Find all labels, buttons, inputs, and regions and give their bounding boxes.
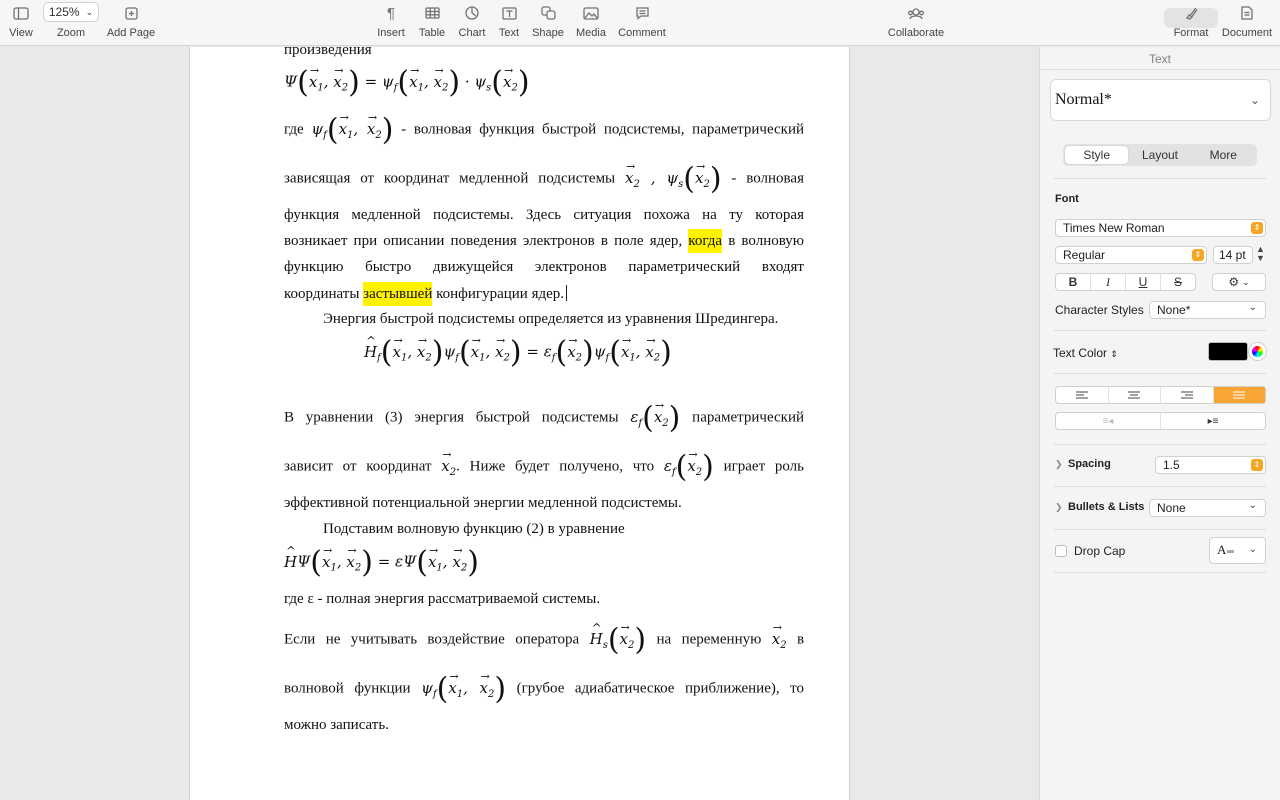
text-span[interactable]: зависит от координат bbox=[284, 458, 432, 475]
underline-button[interactable]: U bbox=[1126, 274, 1161, 290]
document-button[interactable] bbox=[1221, 0, 1273, 46]
chevron-right-icon[interactable]: ❯ bbox=[1055, 459, 1063, 469]
text-line[interactable]: Подставим волновую функцию (2) в уравнение bbox=[323, 521, 625, 537]
table-button[interactable] bbox=[418, 0, 446, 46]
zoom-value: 125% bbox=[48, 5, 80, 19]
text-line[interactable]: Энергия быстрой подсистемы определяется из уравнения Шредингера. bbox=[323, 311, 779, 327]
advanced-options-button[interactable] bbox=[1212, 273, 1266, 291]
text-line[interactable]: где ε - полная энергия рассматриваемой системы. bbox=[284, 591, 601, 607]
character-styles-label: Character Styles bbox=[1055, 303, 1144, 317]
math-inline: $\varepsilon_f(\to x_2)$ bbox=[664, 457, 714, 475]
chevron-right-icon[interactable]: ❯ bbox=[1055, 502, 1063, 512]
drop-cap-checkbox[interactable] bbox=[1055, 545, 1067, 557]
text-span[interactable]: волновой функции bbox=[284, 680, 411, 697]
text-line[interactable] bbox=[284, 400, 804, 435]
up-down-chevron-icon: ⇕ bbox=[1251, 459, 1263, 471]
text-span[interactable]: - волновая bbox=[731, 170, 804, 187]
zoom-label: Zoom bbox=[56, 27, 86, 39]
typeface-value: Regular bbox=[1063, 248, 1106, 262]
equation-1: $\Psi(\to x_1$, → $x_2) = \psi_f(\to x_1$, → $x_2) \cdot \psi_s(\to x_2)$ bbox=[284, 65, 530, 100]
text-span[interactable]: . Ниже будет получено, что bbox=[456, 458, 655, 475]
add-page-label: Add Page bbox=[106, 27, 156, 39]
drop-cap-preview-icon: A≡≡ bbox=[1217, 541, 1234, 557]
align-right-icon[interactable] bbox=[1161, 387, 1214, 403]
color-wheel-icon[interactable] bbox=[1249, 343, 1266, 360]
format-label: Format bbox=[1173, 27, 1209, 39]
align-left-icon[interactable] bbox=[1056, 387, 1109, 403]
zoom-select[interactable] bbox=[43, 2, 99, 22]
divider bbox=[1054, 373, 1266, 374]
text-label: Text bbox=[498, 27, 520, 39]
table-label: Table bbox=[418, 27, 446, 39]
math-inline: ^ $H_s(\to x_2)$ bbox=[590, 630, 647, 648]
math-inline: $\psi_f(\to x_1$, → $x_2$) bbox=[421, 679, 506, 697]
up-down-chevron-icon: ⇕ bbox=[1251, 222, 1263, 234]
math-inline: → $x_2$ , $\psi_s(\to x_2)$ bbox=[625, 169, 722, 187]
text-line[interactable] bbox=[284, 449, 804, 484]
chart-button[interactable] bbox=[457, 0, 487, 46]
document-canvas[interactable] bbox=[0, 47, 1039, 800]
font-section-label: Font bbox=[1055, 193, 1079, 205]
text-line[interactable]: можно записать. bbox=[284, 717, 389, 733]
bullets-lists-select[interactable] bbox=[1149, 499, 1266, 517]
text-span[interactable]: - волновая функция быстрой подсистемы, параметрический bbox=[401, 121, 805, 138]
text-line[interactable]: функция медленной подсистемы. Здесь ситуация похожа на ту которая bbox=[284, 207, 804, 223]
text-span[interactable]: играет роль bbox=[723, 458, 804, 475]
font-family-value: Times New Roman bbox=[1063, 221, 1165, 235]
text-span[interactable]: зависящая от координат медленной подсистемы bbox=[284, 170, 616, 187]
drop-cap-style-select[interactable] bbox=[1209, 537, 1266, 564]
equation-2: ^ $H_f(\to x_1$, → $x_2)\psi_f(\to x_1$, → $x_2) = \varepsilon_f(\to x_2)\psi_f(\to x_1$, → $x_2$) bbox=[364, 335, 672, 370]
typeface-select[interactable] bbox=[1055, 246, 1207, 264]
divider bbox=[1054, 330, 1266, 331]
text-color-swatch[interactable] bbox=[1208, 342, 1248, 361]
text-span[interactable]: где bbox=[284, 121, 304, 138]
chevron-down-icon: ⌄ bbox=[1248, 302, 1257, 313]
math-inline: $\psi_f(\to x_1$, → $x_2$) bbox=[311, 120, 393, 138]
text-span[interactable]: на переменную bbox=[656, 631, 762, 648]
character-styles-select[interactable] bbox=[1149, 301, 1266, 319]
divider bbox=[1054, 444, 1266, 445]
chevron-down-icon: ⌄ bbox=[1249, 93, 1260, 107]
media-button[interactable] bbox=[575, 0, 607, 46]
media-label: Media bbox=[576, 27, 606, 39]
shape-label: Shape bbox=[532, 27, 564, 39]
document-label: Document bbox=[1221, 27, 1273, 39]
highlighted-text[interactable]: когда bbox=[688, 229, 722, 253]
paragraph-style-value: Normal* bbox=[1055, 91, 1112, 108]
bullets-lists-label[interactable]: Bullets & Lists bbox=[1068, 501, 1145, 513]
chevron-down-icon: ⌄ bbox=[1248, 544, 1257, 555]
chevron-down-icon: ⌄ bbox=[85, 6, 94, 17]
divider bbox=[1040, 69, 1280, 70]
text-color-label[interactable] bbox=[1053, 346, 1118, 360]
collaborate-label: Collaborate bbox=[887, 27, 945, 39]
divider bbox=[1054, 572, 1266, 573]
textbox-icon bbox=[502, 0, 517, 26]
spacing-value: 1.5 bbox=[1163, 458, 1180, 472]
text-line[interactable]: произведения bbox=[284, 47, 372, 58]
text-span[interactable]: (грубое адиабатическое приближение), то bbox=[516, 680, 805, 697]
highlighted-text[interactable]: застывшей bbox=[363, 282, 432, 306]
page[interactable] bbox=[189, 47, 850, 800]
text-cursor bbox=[566, 285, 567, 301]
text-line[interactable] bbox=[284, 233, 804, 250]
view-label: View bbox=[9, 27, 33, 39]
decrease-indent-icon[interactable]: ≡◂ bbox=[1056, 413, 1161, 429]
text-line[interactable]: функцию быстро движущейся электронов параметрический входят bbox=[284, 259, 804, 275]
zoom-control[interactable] bbox=[42, 0, 100, 46]
text-span[interactable]: координаты bbox=[284, 286, 360, 302]
character-styles-value: None* bbox=[1157, 303, 1191, 317]
text-span[interactable]: В уравнении (3) энергия быстрой подсистемы bbox=[284, 409, 619, 426]
comment-button[interactable] bbox=[618, 0, 666, 46]
comment-icon bbox=[635, 0, 650, 26]
add-page-button[interactable] bbox=[108, 0, 154, 46]
sidebar-header: Text bbox=[1148, 52, 1171, 66]
divider bbox=[1054, 486, 1266, 487]
tab-more[interactable]: More bbox=[1209, 148, 1237, 162]
spacing-label[interactable]: Spacing bbox=[1068, 458, 1111, 470]
photo-icon bbox=[583, 0, 599, 26]
table-icon bbox=[425, 0, 440, 26]
sidebar-icon bbox=[13, 0, 29, 26]
chart-label: Chart bbox=[458, 27, 486, 39]
math-inline: → $x_2$ bbox=[441, 457, 456, 475]
format-sidebar bbox=[1039, 47, 1280, 800]
strikethrough-button[interactable]: S bbox=[1173, 275, 1182, 289]
font-family-select[interactable] bbox=[1055, 219, 1266, 237]
text-span[interactable]: в волновую bbox=[728, 233, 804, 249]
font-size-value: 14 pt bbox=[1219, 248, 1246, 262]
spacing-select[interactable] bbox=[1155, 456, 1266, 474]
comment-label: Comment bbox=[618, 27, 666, 39]
text-line[interactable] bbox=[284, 285, 567, 303]
justify-icon[interactable] bbox=[1214, 387, 1266, 403]
text-span[interactable]: конфигурации ядер. bbox=[436, 286, 565, 302]
italic-button[interactable]: I bbox=[1091, 274, 1126, 290]
document-icon bbox=[1241, 0, 1253, 26]
text-line[interactable]: эффективной потенциальной энергии медленной подсистемы. bbox=[284, 495, 682, 511]
text-span[interactable]: параметрический bbox=[692, 409, 805, 426]
math-inline: $\varepsilon_f(\to x_2)$ bbox=[630, 408, 680, 426]
text-color-label-text: Text Color bbox=[1053, 346, 1108, 360]
text-line[interactable] bbox=[284, 112, 804, 147]
text-span[interactable]: в bbox=[796, 631, 805, 648]
text-line[interactable] bbox=[284, 622, 804, 657]
font-size-field[interactable] bbox=[1213, 246, 1253, 264]
add-page-icon bbox=[125, 0, 138, 26]
text-style-buttons bbox=[1055, 273, 1196, 291]
insert-button[interactable] bbox=[376, 0, 406, 46]
collaborate-icon bbox=[907, 0, 925, 26]
divider bbox=[1054, 178, 1266, 179]
view-button[interactable] bbox=[6, 0, 36, 46]
pilcrow-icon: ¶ bbox=[386, 4, 396, 22]
text-span[interactable]: Если не учитывать воздействие оператора bbox=[284, 631, 580, 648]
indent-buttons bbox=[1055, 412, 1266, 430]
up-down-chevron-icon: ⇕ bbox=[1110, 349, 1118, 359]
text-button[interactable] bbox=[497, 0, 521, 46]
text-span[interactable]: возникает при описании поведения электронов в поле ядер, bbox=[284, 233, 683, 249]
tab-layout[interactable]: Layout bbox=[1141, 148, 1178, 162]
drop-cap-label: Drop Cap bbox=[1074, 544, 1126, 558]
chart-icon bbox=[465, 0, 479, 26]
format-button[interactable] bbox=[1163, 0, 1219, 46]
tab-style[interactable]: Style bbox=[1065, 146, 1128, 164]
align-center-icon[interactable] bbox=[1109, 387, 1162, 403]
gear-icon: ⚙ ⌄ bbox=[1228, 275, 1250, 289]
math-inline: → $x_2$ bbox=[772, 630, 787, 648]
insert-label: Insert bbox=[377, 27, 405, 39]
up-down-chevron-icon: ⇕ bbox=[1192, 249, 1204, 261]
text-line[interactable] bbox=[284, 671, 804, 706]
chevron-down-icon: ⌄ bbox=[1248, 500, 1257, 511]
collaborate-button[interactable] bbox=[888, 0, 944, 46]
bullets-lists-value: None bbox=[1157, 501, 1186, 515]
shape-button[interactable] bbox=[531, 0, 565, 46]
bold-button[interactable]: B bbox=[1056, 274, 1091, 290]
paintbrush-icon bbox=[1184, 0, 1198, 26]
shape-icon bbox=[541, 0, 556, 26]
paragraph-style-select[interactable] bbox=[1050, 79, 1271, 121]
equation-3: ^ $H\Psi(\to x_1$, → $x_2) = \varepsilon\Psi(\to x_1$, → $x_2$) bbox=[284, 545, 479, 580]
format-tabs bbox=[1063, 144, 1257, 166]
toolbar bbox=[0, 0, 1280, 46]
alignment-buttons bbox=[1055, 386, 1266, 404]
increase-indent-icon[interactable]: ▸≡ bbox=[1207, 415, 1219, 427]
text-line[interactable] bbox=[284, 161, 804, 196]
divider bbox=[1054, 529, 1266, 530]
font-size-stepper[interactable]: ▲ ▼ bbox=[1256, 244, 1265, 263]
